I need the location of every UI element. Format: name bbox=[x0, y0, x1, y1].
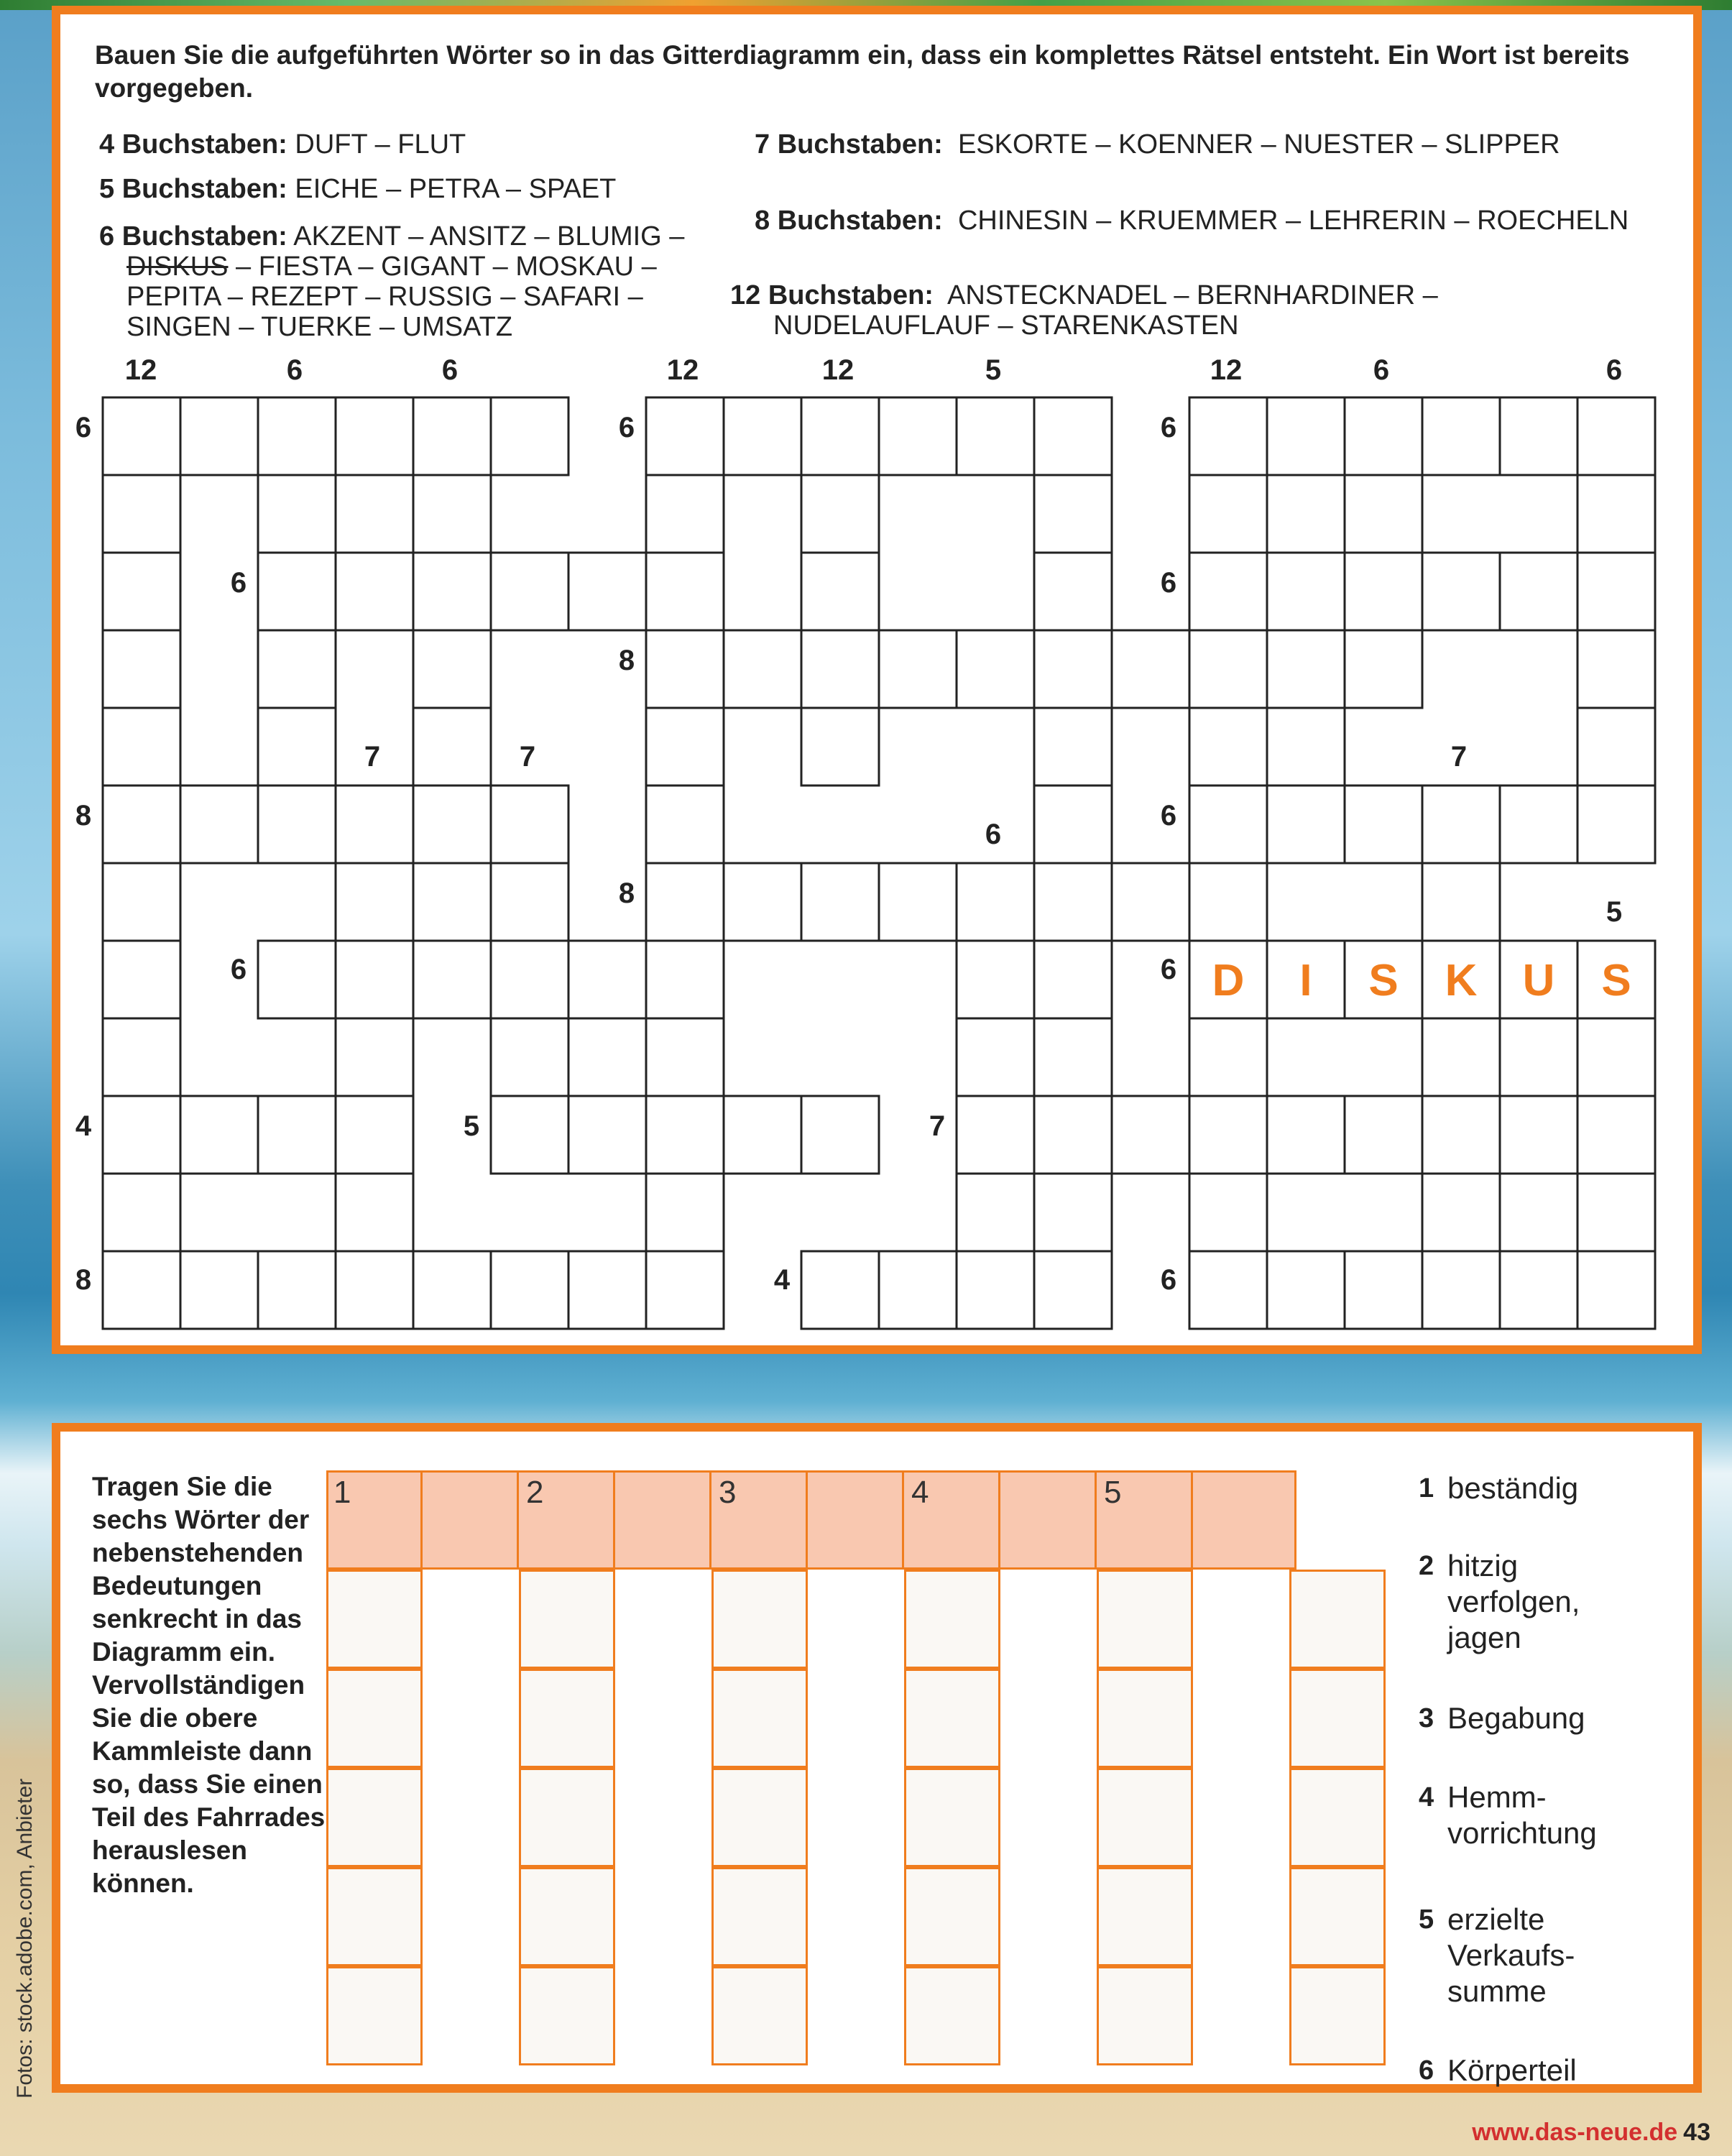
grid-cell[interactable] bbox=[1034, 1018, 1112, 1096]
clue-text: hitzig bbox=[1447, 1549, 1519, 1583]
grid-cell[interactable] bbox=[1034, 1096, 1112, 1174]
grid-cell[interactable] bbox=[1189, 1018, 1267, 1096]
grid-cell[interactable] bbox=[1189, 630, 1267, 708]
grid-cell[interactable] bbox=[103, 1096, 180, 1174]
comb-tooth-cell[interactable] bbox=[904, 1570, 1000, 1669]
clue-text: summe bbox=[1447, 1974, 1547, 2008]
clue-text: Begabung bbox=[1447, 1701, 1585, 1735]
comb-puzzle-panel bbox=[52, 1423, 1702, 2093]
given-letter: I bbox=[1299, 956, 1312, 1005]
comb-tooth-cell[interactable] bbox=[1097, 1867, 1193, 1966]
grid-cell[interactable] bbox=[491, 553, 568, 630]
comb-tooth-cell[interactable] bbox=[326, 1570, 423, 1669]
comb-tooth-cell[interactable] bbox=[904, 1669, 1000, 1768]
word-length-label: 12 bbox=[666, 354, 699, 386]
grid-cell[interactable] bbox=[957, 1174, 1034, 1251]
word-length-label: 6 bbox=[230, 954, 247, 985]
comb-tooth-cell[interactable] bbox=[904, 1867, 1000, 1966]
word-length-label: 8 bbox=[75, 1264, 92, 1296]
grid-cell[interactable] bbox=[801, 708, 879, 786]
grid-cell[interactable] bbox=[1034, 1251, 1112, 1329]
clue-text: verfolgen, bbox=[1447, 1585, 1580, 1618]
comb-tooth-cell[interactable] bbox=[711, 1669, 808, 1768]
grid-cell[interactable] bbox=[879, 630, 957, 708]
grid-cell[interactable] bbox=[336, 1251, 413, 1329]
grid-cell[interactable] bbox=[336, 1174, 413, 1251]
grid-cell[interactable] bbox=[1422, 863, 1500, 941]
word-length-label: 6 bbox=[1160, 412, 1177, 443]
grid-cell[interactable] bbox=[1500, 397, 1577, 475]
grid-cell[interactable] bbox=[103, 630, 180, 708]
given-letter: K bbox=[1445, 956, 1478, 1005]
grid-cell[interactable] bbox=[413, 786, 491, 863]
grid-cell[interactable] bbox=[258, 786, 336, 863]
grid-cell[interactable] bbox=[1500, 1096, 1577, 1174]
grid-cell[interactable] bbox=[1267, 553, 1345, 630]
grid-cell[interactable] bbox=[801, 630, 879, 708]
grid-cell[interactable] bbox=[646, 630, 724, 708]
clue-text: erzielte bbox=[1447, 1902, 1545, 1936]
grid-cell[interactable] bbox=[1345, 630, 1422, 708]
grid-cell[interactable] bbox=[1189, 1251, 1267, 1329]
grid-cell[interactable] bbox=[103, 786, 180, 863]
grid-cell[interactable] bbox=[1577, 475, 1655, 553]
grid-cell[interactable] bbox=[103, 1018, 180, 1096]
grid-cell[interactable] bbox=[1577, 1251, 1655, 1329]
grid-cell[interactable] bbox=[801, 475, 879, 553]
grid-cell[interactable] bbox=[1577, 786, 1655, 863]
word-length-label: 6 bbox=[230, 567, 247, 599]
grid-cell[interactable] bbox=[413, 553, 491, 630]
grid-cell[interactable] bbox=[258, 1251, 336, 1329]
given-letter: D bbox=[1212, 956, 1245, 1005]
clue-text: Hemm- bbox=[1447, 1780, 1547, 1814]
grid-cell[interactable] bbox=[568, 1251, 646, 1329]
word-length-label: 12 bbox=[1210, 354, 1243, 386]
grid-cell[interactable] bbox=[646, 1174, 724, 1251]
grid-cell[interactable] bbox=[879, 397, 957, 475]
wordlist-4-words: DUFT – FLUT bbox=[295, 129, 466, 160]
grid-cell[interactable] bbox=[1034, 475, 1112, 553]
grid-cell[interactable] bbox=[1422, 1251, 1500, 1329]
grid-cell[interactable] bbox=[1189, 1174, 1267, 1251]
comb-bar-cell[interactable] bbox=[1193, 1470, 1289, 1570]
grid-cell[interactable] bbox=[879, 863, 957, 941]
grid-cell[interactable] bbox=[413, 475, 491, 553]
grid-cell[interactable] bbox=[646, 863, 724, 941]
grid-cell[interactable] bbox=[491, 1251, 568, 1329]
clue-text: vorrichtung bbox=[1447, 1816, 1597, 1850]
comb-tooth-cell[interactable] bbox=[1289, 1570, 1386, 1669]
grid-cell[interactable] bbox=[258, 475, 336, 553]
grid-cell[interactable] bbox=[1500, 786, 1577, 863]
grid-cell[interactable] bbox=[103, 475, 180, 553]
grid-cell[interactable] bbox=[1189, 1096, 1267, 1174]
photo-credit: Fotos: stock.adobe.com, Anbieter bbox=[13, 1778, 37, 2099]
grid-cell[interactable] bbox=[957, 1251, 1034, 1329]
grid-cell[interactable] bbox=[1267, 1096, 1345, 1174]
comb-tooth-cell[interactable] bbox=[1097, 1768, 1193, 1867]
comb-tooth-cell[interactable] bbox=[1097, 1570, 1193, 1669]
grid-cell[interactable] bbox=[1422, 1018, 1500, 1096]
comb-number: 3 bbox=[719, 1475, 737, 1510]
grid-cell[interactable] bbox=[1577, 630, 1655, 708]
word-length-label: 6 bbox=[985, 819, 1002, 850]
wordlist-8-words: CHINESIN – KRUEMMER – LEHRERIN – ROECHELN bbox=[957, 206, 1629, 236]
comb-tooth-cell[interactable] bbox=[519, 1966, 615, 2065]
grid-cell[interactable] bbox=[180, 786, 258, 863]
grid-cell[interactable] bbox=[1500, 1251, 1577, 1329]
grid-cell[interactable] bbox=[801, 1096, 879, 1174]
grid-cell[interactable] bbox=[1034, 708, 1112, 786]
given-letter: U bbox=[1522, 956, 1555, 1005]
word-length-label: 7 bbox=[364, 741, 381, 773]
comb-tooth-cell[interactable] bbox=[326, 1768, 423, 1867]
comb-tooth-cell[interactable] bbox=[326, 1966, 423, 2065]
comb-bar-cell[interactable] bbox=[519, 1470, 615, 1570]
grid-cell[interactable] bbox=[103, 1174, 180, 1251]
comb-tooth-cell[interactable] bbox=[711, 1570, 808, 1669]
clue-number: 5 bbox=[1419, 1904, 1434, 1935]
comb-tooth-cell[interactable] bbox=[1097, 1669, 1193, 1768]
clue-number: 4 bbox=[1419, 1782, 1434, 1812]
word-length-label: 6 bbox=[618, 412, 635, 443]
comb-bar-cell[interactable] bbox=[904, 1470, 1000, 1570]
grid-cell[interactable] bbox=[258, 630, 336, 708]
grid-cell[interactable] bbox=[957, 863, 1034, 941]
given-letter: S bbox=[1368, 956, 1399, 1005]
grid-cell[interactable] bbox=[413, 708, 491, 786]
comb-number: 4 bbox=[911, 1475, 929, 1510]
grid-cell[interactable] bbox=[491, 1096, 568, 1174]
comb-bar-cell[interactable] bbox=[1097, 1470, 1193, 1570]
grid-cell[interactable] bbox=[1189, 475, 1267, 553]
word-length-label: 7 bbox=[1450, 741, 1468, 773]
word-length-label: 5 bbox=[1606, 896, 1623, 928]
grid-cell[interactable] bbox=[413, 397, 491, 475]
grid-cell[interactable] bbox=[103, 863, 180, 941]
grid-cell[interactable] bbox=[646, 397, 724, 475]
grid-cell[interactable] bbox=[724, 630, 801, 708]
comb-tooth-cell[interactable] bbox=[519, 1867, 615, 1966]
grid-cell[interactable] bbox=[1577, 397, 1655, 475]
grid-cell[interactable] bbox=[1034, 553, 1112, 630]
grid-cell[interactable] bbox=[103, 941, 180, 1018]
wordlist-7-label: 7 Buchstaben: bbox=[755, 129, 943, 160]
grid-cell[interactable] bbox=[1034, 1174, 1112, 1251]
grid-cell[interactable] bbox=[646, 553, 724, 630]
grid-cell[interactable] bbox=[1345, 475, 1422, 553]
comb-instruction: Tragen Sie die sechs Wörter der nebenstehenden Bedeutungen senkrecht in das Diagramm ein. Vervollständigen Sie die obere Kammleiste dann so, dass Sie einen Teil des Fahrrades herauslesen können. bbox=[92, 1472, 326, 1898]
grid-cell[interactable] bbox=[103, 1251, 180, 1329]
grid-cell[interactable] bbox=[491, 397, 568, 475]
wordlist-8-label: 8 Buchstaben: bbox=[755, 206, 943, 236]
grid-cell[interactable] bbox=[1267, 786, 1345, 863]
wordlist-12-label: 12 Buchstaben: bbox=[730, 280, 934, 310]
word-length-label: 6 bbox=[441, 354, 459, 386]
grid-cell[interactable] bbox=[568, 1096, 646, 1174]
wordlist-7-words: ESKORTE – KOENNER – NUESTER – SLIPPER bbox=[957, 129, 1560, 160]
comb-tooth-cell[interactable] bbox=[519, 1768, 615, 1867]
word-length-label: 7 bbox=[929, 1110, 946, 1142]
grid-cell[interactable] bbox=[1034, 630, 1112, 708]
comb-tooth-cell[interactable] bbox=[326, 1867, 423, 1966]
word-length-label: 6 bbox=[1160, 1264, 1177, 1296]
grid-cell[interactable] bbox=[1577, 708, 1655, 786]
grid-cell[interactable] bbox=[336, 786, 413, 863]
grid-cell[interactable] bbox=[336, 553, 413, 630]
comb-bar-cell[interactable] bbox=[808, 1470, 904, 1570]
given-letter: S bbox=[1601, 956, 1631, 1005]
grid-cell[interactable] bbox=[646, 1251, 724, 1329]
grid-cell[interactable] bbox=[1034, 863, 1112, 941]
grid-cell[interactable] bbox=[336, 397, 413, 475]
grid-cell[interactable] bbox=[1112, 1096, 1189, 1174]
grid-cell[interactable] bbox=[724, 397, 801, 475]
grid-cell[interactable] bbox=[1422, 786, 1500, 863]
grid-cell[interactable] bbox=[1189, 397, 1267, 475]
grid-cell[interactable] bbox=[413, 941, 491, 1018]
grid-cell[interactable] bbox=[646, 708, 724, 786]
word-length-label: 5 bbox=[985, 354, 1002, 386]
grid-cell[interactable] bbox=[103, 553, 180, 630]
comb-bar-cell[interactable] bbox=[326, 1470, 423, 1570]
grid-cell[interactable] bbox=[568, 553, 646, 630]
word-length-label: 8 bbox=[618, 645, 635, 676]
grid-cell[interactable] bbox=[1034, 786, 1112, 863]
word-length-label: 4 bbox=[75, 1110, 92, 1142]
comb-tooth-cell[interactable] bbox=[1289, 1669, 1386, 1768]
grid-cell[interactable] bbox=[957, 1018, 1034, 1096]
grid-cell[interactable] bbox=[1422, 1174, 1500, 1251]
grid-cell[interactable] bbox=[1500, 1018, 1577, 1096]
grid-cell[interactable] bbox=[336, 1096, 413, 1174]
grid-cell[interactable] bbox=[1577, 1096, 1655, 1174]
wordlist-4-label: 4 Buchstaben: bbox=[99, 129, 287, 160]
comb-tooth-cell[interactable] bbox=[1289, 1966, 1386, 2065]
comb-number: 5 bbox=[1104, 1475, 1122, 1510]
grid-cell[interactable] bbox=[1345, 786, 1422, 863]
grid-cell[interactable] bbox=[801, 1251, 879, 1329]
grid-cell[interactable] bbox=[103, 708, 180, 786]
wordlist-5-words: EICHE – PETRA – SPAET bbox=[295, 174, 617, 204]
wordlist-6-label: 6 Buchstaben: bbox=[99, 221, 287, 252]
comb-tooth-cell[interactable] bbox=[519, 1669, 615, 1768]
clue-text: Körperteil bbox=[1447, 2053, 1577, 2087]
comb-bar-cell[interactable] bbox=[615, 1470, 711, 1570]
grid-cell[interactable] bbox=[646, 475, 724, 553]
clue-number: 1 bbox=[1419, 1473, 1434, 1503]
grid-cell[interactable] bbox=[258, 1096, 336, 1174]
grid-cell[interactable] bbox=[1577, 1018, 1655, 1096]
grid-cell[interactable] bbox=[957, 397, 1034, 475]
grid-cell[interactable] bbox=[1345, 1096, 1422, 1174]
wordlist-12-line1: ANSTECKNADEL – BERNHARDINER – bbox=[947, 280, 1438, 310]
grid-cell[interactable] bbox=[180, 397, 258, 475]
grid-cell[interactable] bbox=[1267, 630, 1345, 708]
grid-cell[interactable] bbox=[336, 863, 413, 941]
word-length-label: 6 bbox=[1160, 800, 1177, 831]
comb-tooth-cell[interactable] bbox=[904, 1966, 1000, 2065]
comb-tooth-cell[interactable] bbox=[1097, 1966, 1193, 2065]
grid-cell[interactable] bbox=[568, 941, 646, 1018]
grid-cell[interactable] bbox=[258, 553, 336, 630]
grid-cell[interactable] bbox=[491, 863, 568, 941]
comb-tooth-cell[interactable] bbox=[1289, 1768, 1386, 1867]
clue-number: 6 bbox=[1419, 2055, 1434, 2086]
grid-cells bbox=[103, 397, 1655, 1329]
word-length-label: 12 bbox=[124, 354, 157, 386]
wordlist-6-line3: PEPITA – REZEPT – RUSSIG – SAFARI – bbox=[126, 282, 643, 312]
clue-number: 2 bbox=[1419, 1551, 1434, 1581]
word-length-label: 4 bbox=[773, 1264, 791, 1296]
wordlist-12-line2: NUDELAUFLAUF – STARENKASTEN bbox=[773, 310, 1239, 341]
comb-tooth-cell[interactable] bbox=[711, 1966, 808, 2065]
grid-cell[interactable] bbox=[957, 941, 1034, 1018]
word-length-label: 5 bbox=[463, 1110, 480, 1142]
word-length-label: 6 bbox=[1160, 567, 1177, 599]
comb-tooth-cell[interactable] bbox=[326, 1669, 423, 1768]
grid-cell[interactable] bbox=[1189, 708, 1267, 786]
comb-tooth-cell[interactable] bbox=[711, 1768, 808, 1867]
grid-cell[interactable] bbox=[801, 863, 879, 941]
grid-cell[interactable] bbox=[957, 630, 1034, 708]
grid-cell[interactable] bbox=[413, 630, 491, 708]
grid-cell[interactable] bbox=[1112, 630, 1189, 708]
grid-cell[interactable] bbox=[1500, 553, 1577, 630]
grid-cell[interactable] bbox=[1422, 397, 1500, 475]
grid-cell[interactable] bbox=[1345, 397, 1422, 475]
comb-bar-cell[interactable] bbox=[423, 1470, 519, 1570]
grid-cell[interactable] bbox=[1422, 1096, 1500, 1174]
page-number: 43 bbox=[1683, 2119, 1710, 2146]
grid-cell[interactable] bbox=[1112, 863, 1189, 941]
grid-cell[interactable] bbox=[336, 1018, 413, 1096]
comb-tooth-cell[interactable] bbox=[711, 1867, 808, 1966]
grid-cell[interactable] bbox=[957, 1096, 1034, 1174]
grid-cell[interactable] bbox=[180, 1251, 258, 1329]
grid-cell[interactable] bbox=[1345, 1251, 1422, 1329]
grid-cell[interactable] bbox=[491, 1018, 568, 1096]
word-length-label: 8 bbox=[75, 800, 92, 831]
grid-cell[interactable] bbox=[491, 786, 568, 863]
grid-cell[interactable] bbox=[1189, 553, 1267, 630]
grid-cell[interactable] bbox=[801, 553, 879, 630]
grid-cell[interactable] bbox=[646, 1018, 724, 1096]
wordlist-6-line2-rest: – FIESTA – GIGANT – MOSKAU – bbox=[228, 252, 657, 282]
footer-url[interactable]: www.das-neue.de bbox=[1472, 2119, 1678, 2146]
clue-text: jagen bbox=[1447, 1621, 1521, 1654]
grid-cell[interactable] bbox=[1422, 553, 1500, 630]
word-length-label: 6 bbox=[1373, 354, 1390, 386]
grid-cell[interactable] bbox=[491, 941, 568, 1018]
grid-cell[interactable] bbox=[1267, 475, 1345, 553]
grid-cell[interactable] bbox=[646, 1096, 724, 1174]
grid-cell[interactable] bbox=[336, 941, 413, 1018]
comb-tooth-cell[interactable] bbox=[904, 1768, 1000, 1867]
clue-number: 3 bbox=[1419, 1703, 1434, 1733]
puzzle-instruction: Bauen Sie die aufgeführten Wörter so in das Gitterdiagramm ein, dass ein komplettes Rätsel entsteht. Ein Wort ist bereits vorgegeben. bbox=[95, 40, 1630, 103]
word-length-label: 12 bbox=[821, 354, 855, 386]
grid-cell[interactable] bbox=[1577, 553, 1655, 630]
grid-cell[interactable] bbox=[1577, 1174, 1655, 1251]
word-length-label: 6 bbox=[286, 354, 303, 386]
grid-cell[interactable] bbox=[646, 941, 724, 1018]
clue-text: Verkaufs- bbox=[1447, 1938, 1575, 1972]
wordlist-6-line4: SINGEN – TUERKE – UMSATZ bbox=[126, 312, 513, 342]
comb-bar-cell[interactable] bbox=[1000, 1470, 1097, 1570]
wordlist-6-line1: AKZENT – ANSITZ – BLUMIG – bbox=[293, 221, 685, 252]
grid-cell[interactable] bbox=[801, 397, 879, 475]
grid-cell[interactable] bbox=[180, 1096, 258, 1174]
grid-cell[interactable] bbox=[1034, 941, 1112, 1018]
word-length-label: 6 bbox=[75, 412, 92, 443]
comb-tooth-cell[interactable] bbox=[519, 1570, 615, 1669]
grid-cell[interactable] bbox=[258, 397, 336, 475]
grid-cell[interactable] bbox=[724, 1096, 801, 1174]
word-length-label: 6 bbox=[1160, 954, 1177, 985]
struck-word: DISKUS bbox=[126, 252, 229, 282]
grid-cell[interactable] bbox=[1189, 863, 1267, 941]
grid-cell[interactable] bbox=[1345, 553, 1422, 630]
grid-cell[interactable] bbox=[413, 1251, 491, 1329]
footer bbox=[1472, 2119, 1710, 2147]
grid-cell[interactable] bbox=[258, 708, 336, 786]
word-length-label: 8 bbox=[618, 877, 635, 909]
grid-cell[interactable] bbox=[1034, 397, 1112, 475]
clue-text: beständig bbox=[1447, 1471, 1579, 1505]
grid-cell[interactable] bbox=[724, 863, 801, 941]
word-length-label: 7 bbox=[519, 741, 536, 773]
comb-number: 2 bbox=[526, 1475, 544, 1510]
grid-cell[interactable] bbox=[1267, 1251, 1345, 1329]
word-length-label: 6 bbox=[1606, 354, 1623, 386]
grid-cell[interactable] bbox=[1267, 397, 1345, 475]
grid-cell[interactable] bbox=[258, 941, 336, 1018]
comb-number: 1 bbox=[333, 1475, 351, 1510]
grid-cell[interactable] bbox=[1189, 786, 1267, 863]
wordlist-5-label: 5 Buchstaben: bbox=[99, 174, 287, 204]
comb-bar-cell[interactable] bbox=[711, 1470, 808, 1570]
grid-cell[interactable] bbox=[879, 1251, 957, 1329]
grid-cell[interactable] bbox=[1267, 708, 1345, 786]
grid-cell[interactable] bbox=[646, 786, 724, 863]
comb-tooth-cell[interactable] bbox=[1289, 1867, 1386, 1966]
grid-cell[interactable] bbox=[103, 397, 180, 475]
comb-diagram bbox=[326, 1470, 1296, 2068]
